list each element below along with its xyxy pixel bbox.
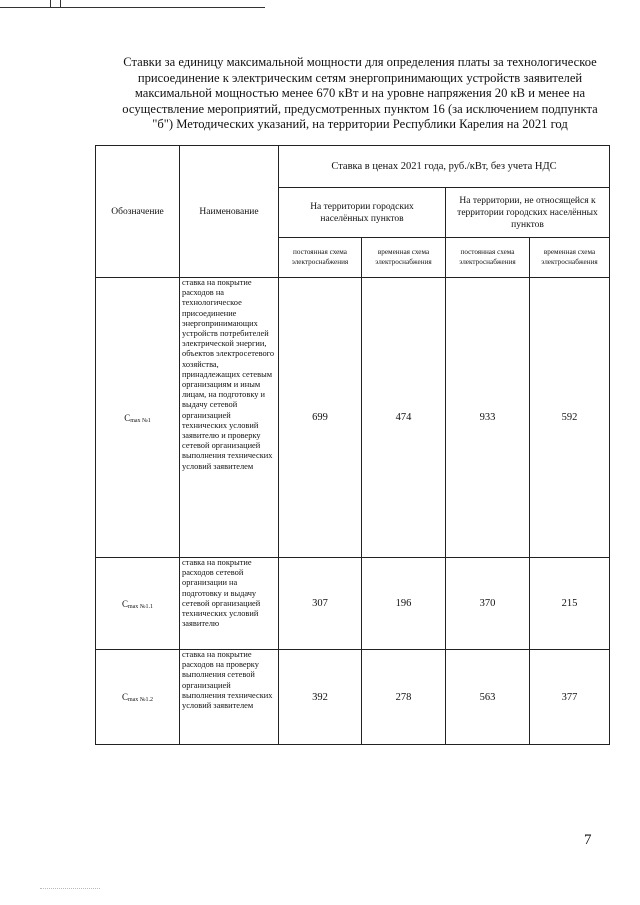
table-row (96, 278, 610, 558)
table-row (96, 558, 610, 650)
header-designation: Обозначение (96, 146, 180, 278)
header-rural: На территории, не относящейся к территории городских населённых пунктов (446, 188, 610, 238)
table-row (96, 650, 610, 745)
cell-urban-permanent: 392 (279, 650, 362, 745)
cell-urban-permanent: 307 (279, 558, 362, 650)
cell-rural-temporary: 215 (530, 558, 610, 650)
row-designation: $C_{max №1}$ (96, 278, 180, 558)
cell-urban-temporary: 196 (362, 558, 446, 650)
header-name: Наименование (180, 146, 279, 278)
top-rule-tick (50, 0, 51, 7)
document-title: Ставки за единицу максимальной мощности для определения платы за технологическое присоединение к электрическим сетям энергопринимающих устройств заявителей максимальной мощностью менее 670 кВт и на уровне напряжения 20 кВ и менее на осуществление мероприятий, предусмотренных пунктом 16 (за исключением подпункта "б") Методических указаний, на территории Республики Карелия на 2021 год (122, 55, 598, 131)
cell-urban-temporary: 278 (362, 650, 446, 745)
row-designation: $C_{max №1.1}$ (96, 558, 180, 650)
header-urban: На территории городских населённых пунктов (279, 188, 446, 238)
rates-table (95, 145, 610, 745)
cell-urban-permanent: 699 (279, 278, 362, 558)
row-description: ставка на покрытие расходов на проверку выполнения сетевой организацией выполнения технических условий заявителем (180, 650, 279, 745)
cell-rural-permanent: 933 (446, 278, 530, 558)
top-rule (0, 0, 265, 8)
cell-rural-permanent: 563 (446, 650, 530, 745)
cell-rural-permanent: 370 (446, 558, 530, 650)
row-description: ставка на покрытие расходов на технологическое присоединение энергопринимающих устройств потребителей электрической энергии, объектов электросетевого хозяйства, принадлежащих сетевым организациям и иным лицам, на подготовку и выдачу сетевой организацией технических условий заявителю и проверку сетевой организацией выполнения технических условий заявителем (180, 278, 279, 558)
header-rural-permanent: постоянная схема электроснабжения (446, 238, 530, 278)
footer-mark (40, 888, 100, 889)
row-description: ставка на покрытие расходов сетевой организации на подготовку и выдачу сетевой организацией технических условий заявителю (180, 558, 279, 650)
header-rate: Ставка в ценах 2021 года, руб./кВт, без учета НДС (279, 146, 610, 188)
header-urban-permanent: постоянная схема электроснабжения (279, 238, 362, 278)
top-rule-tick (60, 0, 61, 7)
header-rural-temporary: временная схема электроснабжения (530, 238, 610, 278)
cell-urban-temporary: 474 (362, 278, 446, 558)
page-number: 7 (584, 832, 592, 848)
row-designation: $C_{max №1.2}$ (96, 650, 180, 745)
cell-rural-temporary: 592 (530, 278, 610, 558)
cell-rural-temporary: 377 (530, 650, 610, 745)
header-urban-temporary: временная схема электроснабжения (362, 238, 446, 278)
